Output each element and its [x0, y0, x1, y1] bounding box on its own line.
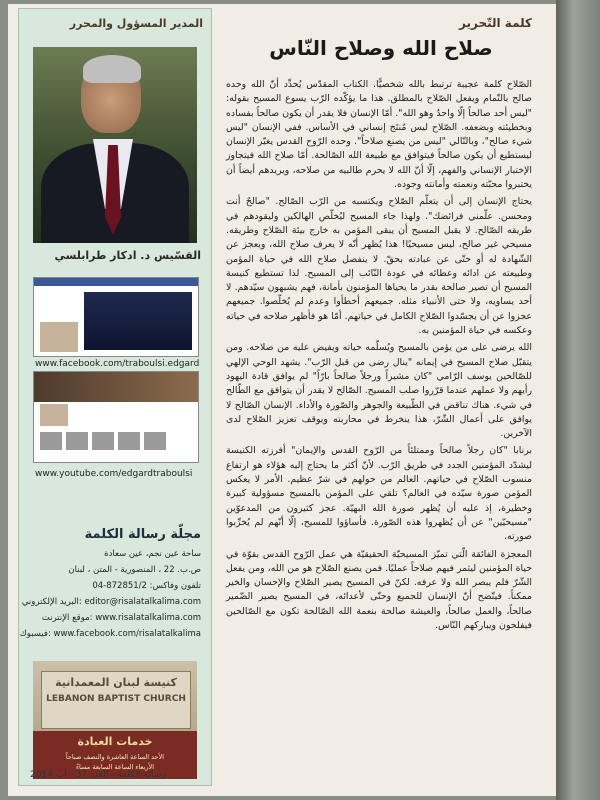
website-line[interactable]: موقع الإنترنت: www.risalatalkalima.com: [41, 613, 201, 623]
wednesday-service: الأربعاء الساعة السابعة مساءً: [75, 763, 155, 771]
address-line: ساحة عين نجم، عين سعادة: [104, 549, 201, 559]
magazine-name: مجلّة رسالة الكلمة: [84, 527, 201, 542]
youtube-screenshot: [33, 371, 199, 463]
editor-photo: [33, 47, 197, 243]
paragraph-5: المعجزة الفائقة الّتي تميّز المسيحيّة الحقيقيّة هي عمل الرّوح القدس بقوّة في حياة المؤمنين ليثمر فيهم صلاحاً عمليًا. فمن يصنع الصّلاح هو من الله، ومن يفعل الشّرّ فلم يبصر الله ولا عرفه. لكنّ في المسيح يصير الصّلاح والإحسان والخير ممكناً. فيتّضح أنّ الإنسان للجميع وحتّى لأعدائه، في المسيح يصير الضّمير صالحاً، والعمل صالحاً، والعيشة صالحة بنعمة الله الصّالحة تكون مع الصّالحين فيفلحون ويباركهم النّاس.: [226, 548, 532, 631]
facebook-page-line[interactable]: فيسبوك: www.facebook.com/risalatalkalima: [19, 629, 201, 639]
services-title: خدمات العبادة: [77, 735, 153, 748]
editor-name-caption: القسّيس د. ادكار طرابلسي: [54, 249, 201, 262]
church-plaque: [41, 671, 191, 729]
sunday-service: الأحد الساعة العاشرة والنصف صباحاً: [65, 753, 165, 761]
page-footer: رسالة الكلمة - العدد 37 - آب 2014: [30, 770, 166, 780]
paragraph-3: الله يرضى على من يؤمن بالمسيح ويُسلّمه حياته ويفيض عليه من صلاحه. ومن يتقبّل صلاح المسيح في إيمانه "ينال رضى من قبل الرّب". يشهد الوحي الإلهي للصّالحين يوسف الرّامي "كان مشيراً ورجلاً صالحاً بارّاً" لم يوافق قادة اليهود رأيهم ولا عملهم عندما قرّروا صلب المسيح. الصّالح لا يقدر أن يتوافق مع الطّالح في شيء. هناك تناقض في الطّبيعة والجوهر والصّورة والأداء. الإنسان الصّالح لا يوافق على أعمال الشّرّ، هذا ينخرط في محاربته ويوقف تعزيز الصّلاح لدى الآخرين.: [226, 342, 532, 440]
paragraph-4: برنابا "كان رجلاً صالحاً وممتلئاً من الرّوح القدس والإيمان" أفرزته الكنيسة ليشدّد المؤمنين الجدد في طريق الرّب. لأنّ أكثر ما يحتاج إليه هؤلاء هو ارتفاع منسوب الصّلاح في حياتهم. العالم من حولهم في شرّ عظيم. الأمر لا يعكس المؤمن صورة سيّده في العالم؟ تلقي على المؤمن بالمسيح مسؤولية كبيرة وخطيرة، إذ عليه أن يُظهر صورة الله البهيّة. عجز كثيرون من المدعوّين "مسيحيّين" عن أن يُظهروا هذه الصّورة. فأساؤوا للمسيح، إلّا أنّهم لم يُخرِّبوا صورته.: [226, 445, 532, 543]
phone-line: تلفون وفاكس: 872851/2-04: [92, 581, 201, 591]
youtube-url[interactable]: www.youtube.com/edgardtraboulsi: [35, 469, 193, 479]
church-english-name: LEBANON BAPTIST CHURCH: [46, 694, 186, 704]
facebook-screenshot: [33, 277, 199, 357]
po-box-line: ص.ب. 22 ، المنصورية - المتن ، لبنان: [68, 565, 201, 575]
church-arabic-name: كنيسة لبنان المعمدانية: [55, 676, 177, 689]
facebook-url[interactable]: www.facebook.com/traboulsi.edgard: [35, 359, 200, 369]
paragraph-2: يحتاج الإنسان إلى أن يتعلّم الصّلاح ويكتسبه من الرّب الصّالح. "صالحٌ أنت ومحسن. علّمني فرائضك". ولهذا جاء المسيح ليُخلّص الهالكين وليقودهم في طريقه الصّالح. لا يقبل المسيح أن يبقى المؤمن به خارج بيئة الصّلاح وطريقه. مسيحي غير صالح، ليس مسيحيًا! هذا يُظهر أنّه لا يعرف صلاح الله، ويعجز عن الشّهادة له أو حتّى عن عبادته بحقّ. لا ينفصل صلاح الله في حياة المؤمن وطبيعته عن ادائه وعطائه في عودة النّائب إلى المسيح. لذا تستطيع كنيسة المسيح أن تصير صالحة بقدر ما يحياها المؤمنون بأمانة، فهم يشبهون سيّدهم. لا أحد يساويه، ولا حتى الأنبياء مثله. جميعهم أخطأوا وعدم لم يُخلّصوا. جميعهم عجزوا عن أن يجسّدوا الصّلاح الكامل في حياتهم. أمّا هو فأظهر صلاحه في حياته وعكسه في حياة المؤمنين به.: [226, 196, 532, 337]
church-photo: [33, 661, 197, 779]
paragraph-1: الصّلاح كلمة عجيبة ترتبط بالله شخصيًّا. الكتاب المقدّس يُحدِّد أنّ الله وحده صالح بالتّمام ويفعل الصّلاح بالمطلق. هذا ما يؤكّده الرّب يسوع المسيح بقوله: "ليس أحد صالحاً إلّا واحدٌ وهو الله". أمّا الإنسان فلا يقدر أن يكون صالحاً بفساده وبخطيئته وبضعفه. الصّلاح ليس مُنتَج إنساني في الأساس. ففي الإنسان "ليس شيء صالح"، وبالتّالي "ليس من يصنع صلاحاً". وحده الرّوح القدس يغيّر الإنسان ليستطيع أن يكون صالحاً فيتوافق مع طبيعة الله الصّالحة. أمّا صلاح الله فيتجاوز الإختبار الإنساني والفهم، إلّا أنّ الله لا يحرم طالبيه من صلاحه، ويريدهم أيضاً أن يختبروا محبّته ونعمته وأمانته وجوده.: [226, 79, 532, 191]
editor-sidebar: [18, 8, 212, 786]
email-line[interactable]: البريد الإلكتروني: editor@risalatalkalima.com: [21, 597, 201, 607]
page-edge: [556, 0, 600, 800]
section-kicker: كلمة التّحرير: [459, 16, 532, 30]
article-body: [226, 78, 532, 636]
article-column: [222, 8, 540, 788]
sidebar-title: المدير المسؤول والمحرر: [69, 17, 203, 30]
article-headline: صلاح الله وصلاح النّاس: [269, 36, 493, 60]
